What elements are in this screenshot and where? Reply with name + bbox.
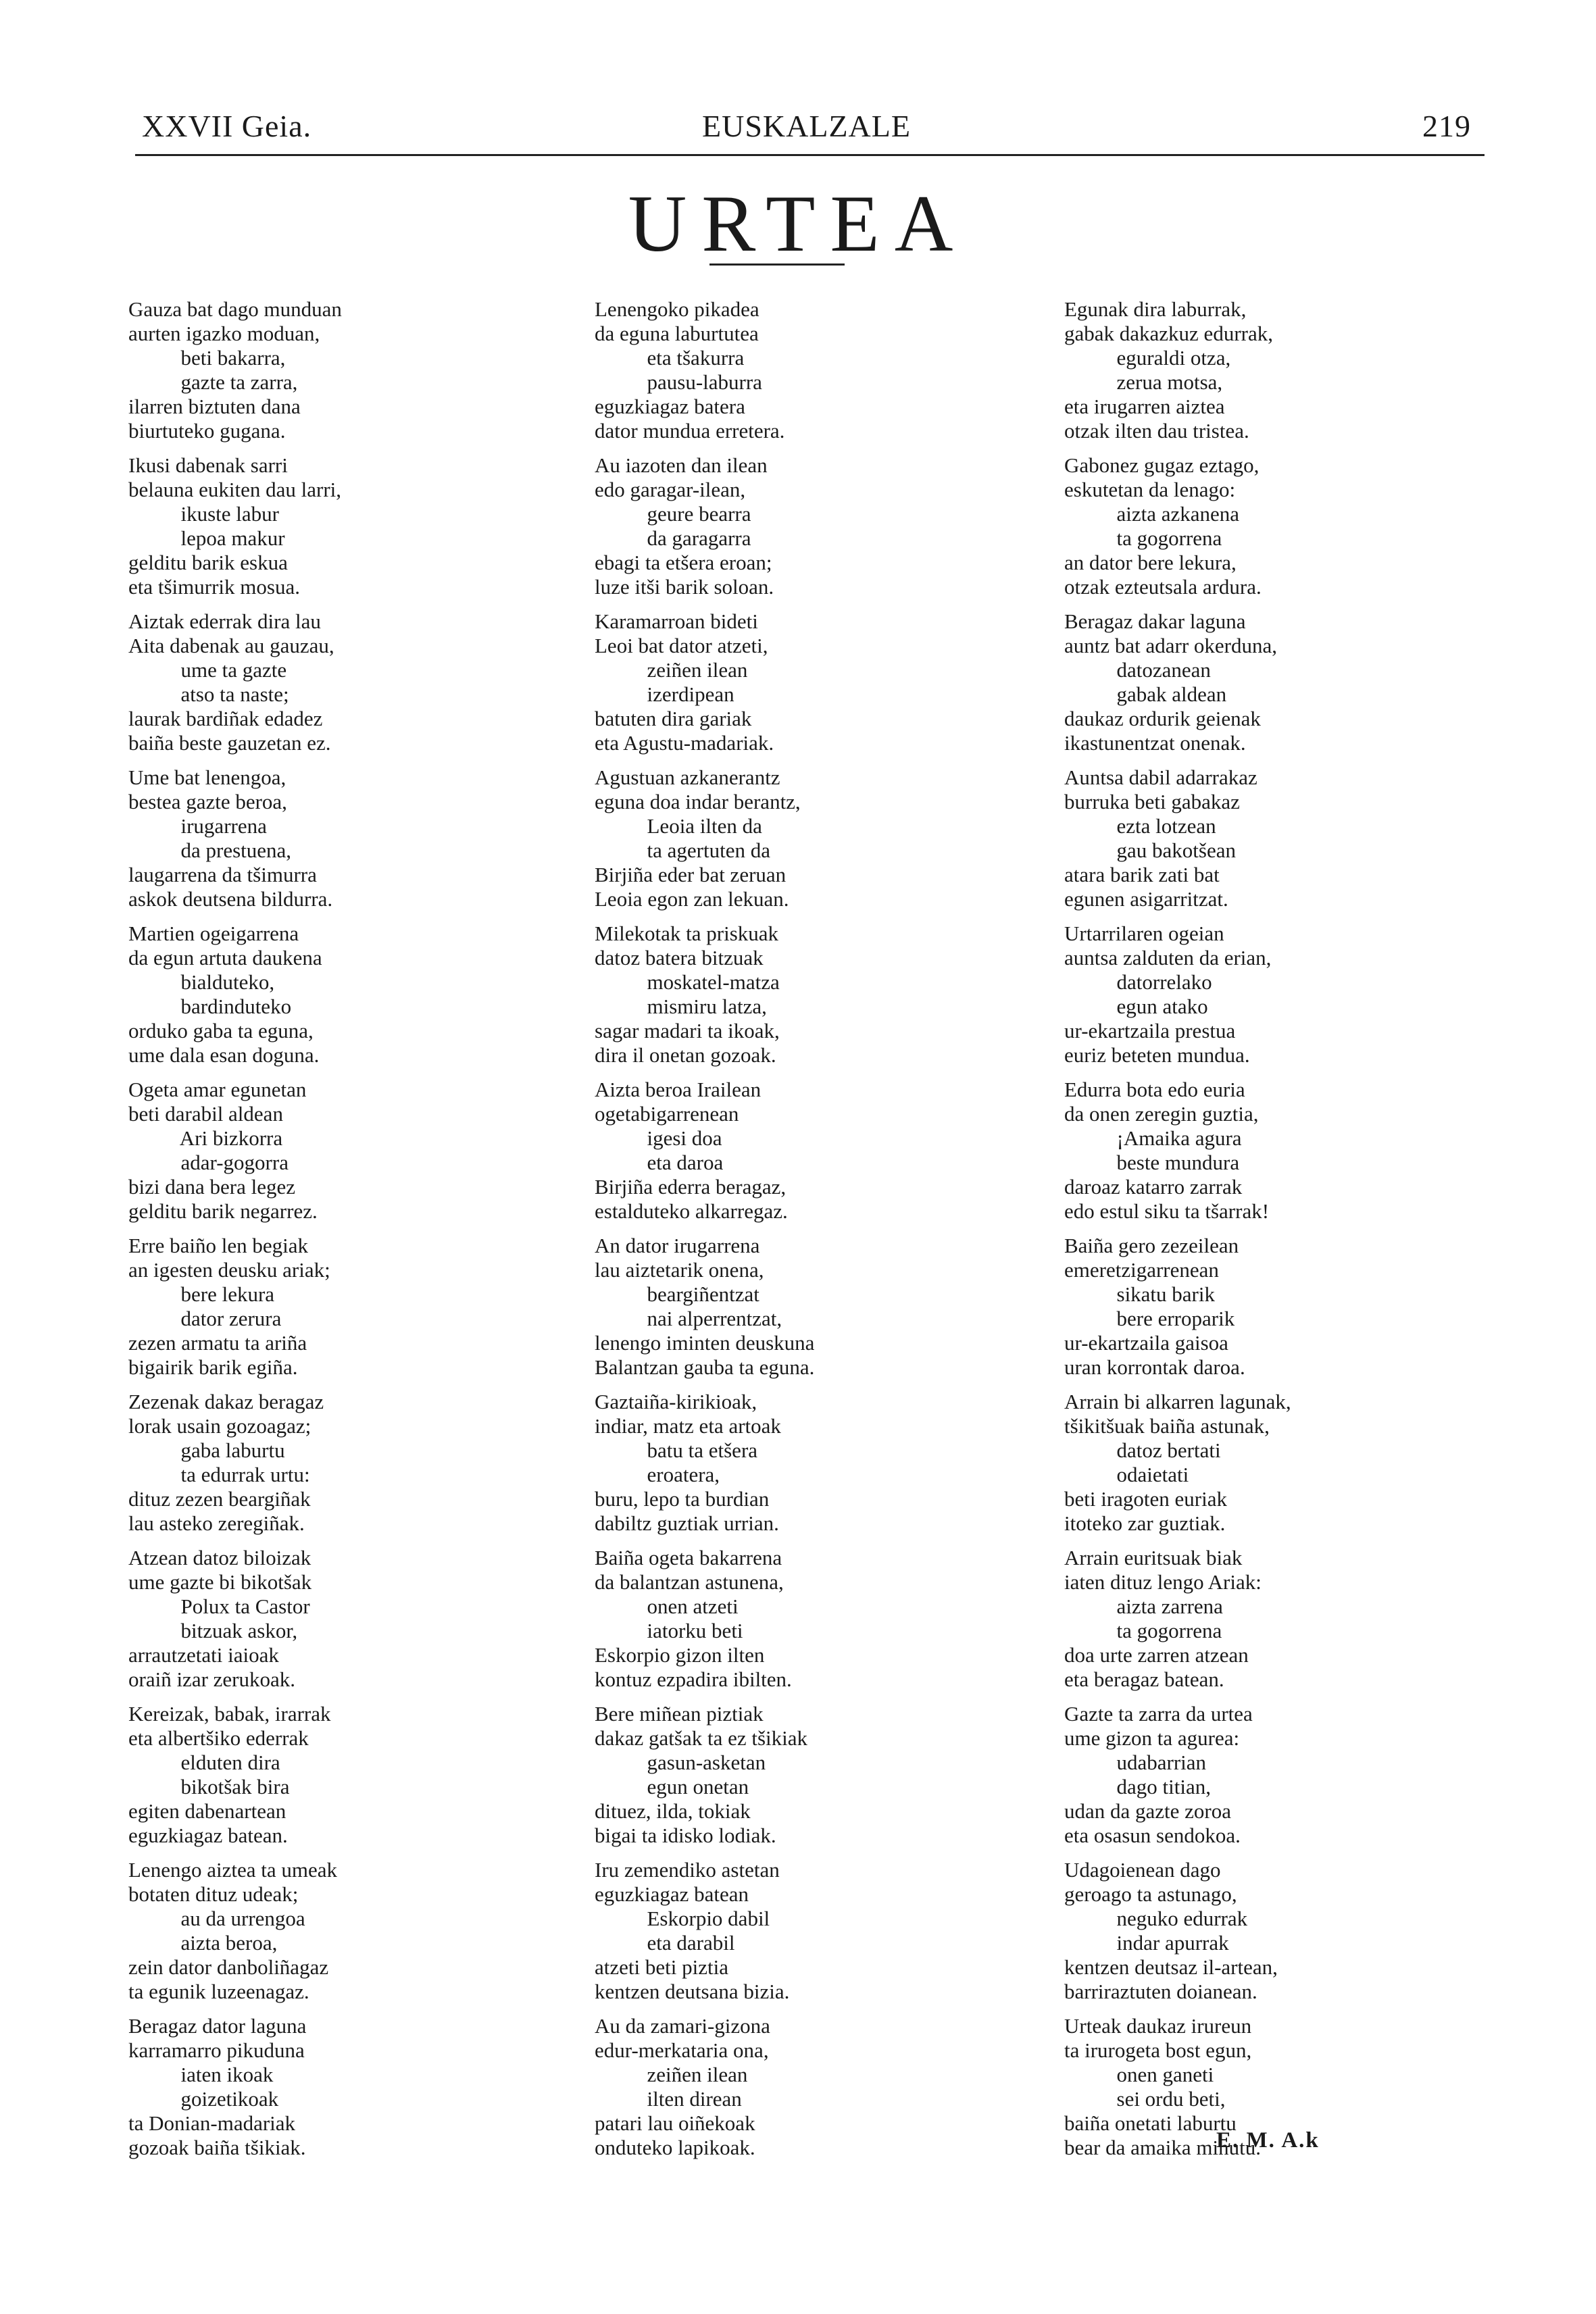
verse-line: ogetabigarrenean	[595, 1102, 739, 1126]
verse-line: ¡Amaika agura	[1064, 1126, 1242, 1150]
verse-line: ur-ekartzaila prestua	[1064, 1019, 1236, 1042]
verse-line: edur-merkataria ona,	[595, 2038, 769, 2062]
verse-line: bialduteko,	[128, 970, 275, 994]
verse-line: eta beragaz batean.	[1064, 1667, 1224, 1691]
verse-line: uran korrontak daroa.	[1064, 1355, 1245, 1379]
verse-line: ilarren biztuten dana	[128, 395, 301, 418]
verse-line: lau aiztetarik onena,	[595, 1258, 764, 1282]
stanza	[595, 297, 1000, 443]
verse-line: beste mundura	[1064, 1151, 1240, 1174]
verse-line: lorak usain gozoagaz;	[128, 1414, 311, 1438]
verse-line: onen atzeti	[595, 1594, 739, 1618]
verse-line: aizta azkanena	[1064, 502, 1240, 526]
verse-line: aizta zarrena	[1064, 1594, 1223, 1618]
verse-line: da prestuena,	[128, 838, 292, 862]
verse-line: iaten dituz lengo Ariak:	[1064, 1570, 1262, 1594]
verse-line: askok deutsena bildurra.	[128, 887, 333, 911]
stanza	[1064, 1390, 1470, 1536]
verse-line: Ogeta amar egunetan	[128, 1078, 307, 1101]
verse-line: ta irurogeta bost egun,	[1064, 2038, 1252, 2062]
verse-line: an igesten deusku ariak;	[128, 1258, 330, 1282]
verse-line: gabak dakazkuz edurrak,	[1064, 322, 1273, 345]
verse-line: gozoak baiña tšikiak.	[128, 2136, 306, 2159]
stanza	[595, 453, 1000, 599]
poem-column-3	[1064, 297, 1470, 2170]
verse-line: An dator irugarrena	[595, 1234, 760, 1257]
verse-line: beti bakarra,	[128, 346, 286, 370]
stanza	[595, 1546, 1000, 1692]
poem-title: URTEA	[628, 178, 968, 268]
verse-line: Karamarroan bideti	[595, 609, 758, 633]
verse-line: gau bakotšean	[1064, 838, 1236, 862]
verse-line: ta edurrak urtu:	[128, 1463, 310, 1486]
stanza	[1064, 1234, 1470, 1380]
verse-line: Leoia ilten da	[595, 814, 762, 838]
verse-line: bardinduteko	[128, 995, 292, 1018]
verse-line: Ume bat lenengoa,	[128, 765, 286, 789]
verse-line: tšikitšuak baiña astunak,	[1064, 1414, 1270, 1438]
verse-line: eguzkiagaz batean.	[128, 1823, 288, 1847]
stanza	[1064, 453, 1470, 599]
verse-line: barriraztuten doianean.	[1064, 1980, 1257, 2003]
journal-name: EUSKALZALE	[702, 109, 911, 143]
verse-line: batuten dira gariak	[595, 707, 752, 730]
verse-line: eskutetan da lenago:	[1064, 478, 1236, 501]
verse-line: neguko edurrak	[1064, 1907, 1248, 1930]
verse-line: Eskorpio gizon ilten	[595, 1643, 765, 1667]
verse-line: da egun artuta daukena	[128, 946, 322, 970]
verse-line: ta agertuten da	[595, 838, 770, 862]
verse-line: sagar madari ta ikoak,	[595, 1019, 780, 1042]
verse-line: Gazte ta zarra da urtea	[1064, 1702, 1253, 1726]
verse-line: eta irugarren aiztea	[1064, 395, 1225, 418]
verse-line: kentzen deutsana bizia.	[595, 1980, 790, 2003]
verse-line: ume gizon ta agurea:	[1064, 1726, 1240, 1750]
stanza	[128, 1390, 534, 1536]
verse-line: Eskorpio dabil	[595, 1907, 770, 1930]
verse-line: sei ordu beti,	[1064, 2087, 1226, 2111]
verse-line: dator mundua erretera.	[595, 419, 785, 443]
stanza	[595, 1078, 1000, 1224]
verse-line: ume dala esan doguna.	[128, 1043, 320, 1067]
verse-line: orduko gaba ta eguna,	[128, 1019, 314, 1042]
verse-line: Birjiña ederra beragaz,	[595, 1175, 787, 1199]
stanza	[595, 1390, 1000, 1536]
verse-line: sikatu barik	[1064, 1282, 1215, 1306]
verse-line: izerdipean	[595, 682, 734, 706]
verse-line: egiten dabenartean	[128, 1799, 286, 1823]
verse-line: elduten dira	[128, 1751, 280, 1774]
stanza	[128, 609, 534, 755]
verse-line: Martien ogeigarrena	[128, 922, 299, 945]
verse-line: gazte ta zarra,	[128, 370, 298, 394]
verse-line: Aizta beroa Irailean	[595, 1078, 762, 1101]
verse-line: Aiztak ederrak dira lau	[128, 609, 321, 633]
verse-line: Ari bizkorra	[128, 1126, 283, 1150]
verse-line: zezen armatu ta ariña	[128, 1331, 307, 1355]
verse-line: itoteko zar guztiak.	[1064, 1511, 1226, 1535]
verse-line: igesi doa	[595, 1126, 722, 1150]
verse-line: Ikusi dabenak sarri	[128, 453, 288, 477]
verse-line: eta albertšiko ederrak	[128, 1726, 309, 1750]
verse-line: Arrain euritsuak biak	[1064, 1546, 1243, 1569]
verse-line: Beragaz dakar laguna	[1064, 609, 1246, 633]
verse-line: pausu-laburra	[595, 370, 762, 394]
verse-line: zeiñen ilean	[595, 2063, 748, 2086]
verse-line: buru, lepo ta burdian	[595, 1487, 770, 1511]
verse-line: Egunak dira laburrak,	[1064, 297, 1247, 321]
verse-line: eguraldi otza,	[1064, 346, 1231, 370]
verse-line: daroaz katarro zarrak	[1064, 1175, 1243, 1199]
verse-line: dabiltz guztiak urrian.	[595, 1511, 779, 1535]
verse-line: lau asteko zeregiñak.	[128, 1511, 305, 1535]
verse-line: edo estul siku ta tšarrak!	[1064, 1199, 1270, 1223]
verse-line: auntsa zalduten da erian,	[1064, 946, 1272, 970]
verse-line: Kereizak, babak, irarrak	[128, 1702, 331, 1726]
stanza	[128, 765, 534, 911]
verse-line: ikuste labur	[128, 502, 279, 526]
stanza	[1064, 609, 1470, 755]
verse-line: bizi dana bera legez	[128, 1175, 295, 1199]
verse-line: zerua motsa,	[1064, 370, 1223, 394]
verse-line: atzeti beti piztia	[595, 1955, 728, 1979]
poem-column-1	[128, 297, 534, 2170]
verse-line: kontuz ezpadira ibilten.	[595, 1667, 792, 1691]
verse-line: beti iragoten euriak	[1064, 1487, 1228, 1511]
verse-line: eta Agustu-madariak.	[595, 731, 774, 755]
verse-line: baiña beste gauzetan ez.	[128, 731, 331, 755]
verse-line: ta Donian-madariak	[128, 2111, 296, 2135]
verse-line: laurak bardiñak edadez	[128, 707, 323, 730]
verse-line: Auntsa dabil adarrakaz	[1064, 765, 1257, 789]
stanza	[1064, 1702, 1470, 1848]
verse-line: dakaz gatšak ta ez tšikiak	[595, 1726, 808, 1750]
verse-line: da balantzan astunena,	[595, 1570, 784, 1594]
verse-line: eta osasun sendokoa.	[1064, 1823, 1241, 1847]
verse-line: aurten igazko moduan,	[128, 322, 320, 345]
stanza	[128, 1546, 534, 1692]
verse-line: bigai ta idisko lodiak.	[595, 1823, 776, 1847]
verse-line: Au iazoten dan ilean	[595, 453, 768, 477]
verse-line: burruka beti gabakaz	[1064, 790, 1240, 813]
stanza	[128, 1234, 534, 1380]
verse-line: atara barik zati bat	[1064, 863, 1220, 886]
verse-line: baiña onetati laburtu	[1064, 2111, 1237, 2135]
verse-line: Agustuan azkanerantz	[595, 765, 780, 789]
verse-line: bear da amaika minutu.	[1064, 2136, 1261, 2159]
verse-line: eta tšimurrik mosua.	[128, 575, 300, 599]
verse-line: Leoi bat dator atzeti,	[595, 634, 768, 657]
stanza	[595, 765, 1000, 911]
page-number: 219	[1422, 109, 1471, 143]
verse-line: bitzuak askor,	[128, 1619, 298, 1642]
stanza	[595, 1702, 1000, 1848]
verse-line: bere erroparik	[1064, 1307, 1235, 1330]
verse-line: Au da zamari-gizona	[595, 2014, 770, 2038]
verse-line: Bere miñean piztiak	[595, 1702, 764, 1726]
verse-line: nai alperrentzat,	[595, 1307, 782, 1330]
verse-line: belauna eukiten dau larri,	[128, 478, 342, 501]
verse-line: da garagarra	[595, 526, 751, 550]
verse-line: patari lau oiñekoak	[595, 2111, 755, 2135]
verse-line: datozanean	[1064, 658, 1211, 682]
verse-line: kentzen deutsaz il-artean,	[1064, 1955, 1278, 1979]
verse-line: geure bearra	[595, 502, 751, 526]
verse-line: Aita dabenak au gauzau,	[128, 634, 334, 657]
stanza	[595, 1234, 1000, 1380]
verse-line: eguna doa indar berantz,	[595, 790, 801, 813]
verse-line: Atzean datoz biloizak	[128, 1546, 311, 1569]
verse-line: egunen asigarritzat.	[1064, 887, 1228, 911]
verse-line: karramarro pikuduna	[128, 2038, 305, 2062]
verse-line: botaten dituz udeak;	[128, 1882, 299, 1906]
verse-line: ta egunik luzeenagaz.	[128, 1980, 309, 2003]
stanza	[595, 922, 1000, 1067]
verse-line: da onen zeregin guztia,	[1064, 1102, 1259, 1126]
stanza	[1064, 765, 1470, 911]
issue-number: XXVII Geia.	[142, 109, 312, 143]
verse-line: gaba laburtu	[128, 1438, 285, 1462]
verse-line: eta daroa	[595, 1151, 724, 1174]
verse-line: odaietati	[1064, 1463, 1189, 1486]
verse-line: beti darabil aldean	[128, 1102, 283, 1126]
verse-line: luze itši barik soloan.	[595, 575, 774, 599]
verse-line: Udagoienean dago	[1064, 1858, 1221, 1882]
verse-line: Beragaz dator laguna	[128, 2014, 307, 2038]
verse-line: Gaztaiña-kirikioak,	[595, 1390, 757, 1413]
title-rule	[709, 263, 845, 266]
verse-line: eguzkiagaz batean	[595, 1882, 749, 1906]
verse-line: oraiñ izar zerukoak.	[128, 1667, 296, 1691]
verse-line: moskatel-matza	[595, 970, 780, 994]
verse-line: egun atako	[1064, 995, 1208, 1018]
verse-line: Birjiña eder bat zeruan	[595, 863, 787, 886]
verse-line: au da urrengoa	[128, 1907, 305, 1930]
verse-line: lenengo iminten deuskuna	[595, 1331, 815, 1355]
verse-line: Lenengo aiztea ta umeak	[128, 1858, 337, 1882]
verse-line: datorrelako	[1064, 970, 1212, 994]
verse-line: Balantzan gauba ta eguna.	[595, 1355, 815, 1379]
stanza	[1064, 297, 1470, 443]
stanza	[1064, 1078, 1470, 1224]
verse-line: an dator bere lekura,	[1064, 551, 1237, 574]
verse-line: mismiru latza,	[595, 995, 767, 1018]
verse-line: batu ta etšera	[595, 1438, 758, 1462]
verse-line: ume ta gazte	[128, 658, 287, 682]
verse-line: ta gogorrena	[1064, 526, 1222, 550]
verse-line: estalduteko alkarregaz.	[595, 1199, 788, 1223]
verse-line: ume gazte bi bikotšak	[128, 1570, 312, 1594]
stanza	[128, 2014, 534, 2160]
stanza	[128, 1858, 534, 2004]
verse-line: eta tšakurra	[595, 346, 745, 370]
verse-line: Erre baiño len begiak	[128, 1234, 308, 1257]
verse-line: edo garagar-ilean,	[595, 478, 746, 501]
verse-line: gelditu barik negarrez.	[128, 1199, 318, 1223]
verse-line: euriz beteten mundua.	[1064, 1043, 1250, 1067]
stanza	[1064, 922, 1470, 1067]
stanza	[128, 453, 534, 599]
verse-line: gelditu barik eskua	[128, 551, 288, 574]
stanza	[1064, 1858, 1470, 2004]
verse-line: irugarrena	[128, 814, 267, 838]
verse-line: otzak ilten dau tristea.	[1064, 419, 1249, 443]
verse-line: Gauza bat dago munduan	[128, 297, 342, 321]
verse-line: geroago ta astunago,	[1064, 1882, 1237, 1906]
verse-line: udabarrian	[1064, 1751, 1207, 1774]
verse-line: dituz zezen beargiñak	[128, 1487, 311, 1511]
verse-line: bere lekura	[128, 1282, 275, 1306]
verse-line: ikastunentzat onenak.	[1064, 731, 1246, 755]
verse-line: da eguna laburtutea	[595, 322, 759, 345]
verse-line: iatorku beti	[595, 1619, 743, 1642]
verse-line: egun onetan	[595, 1775, 749, 1799]
verse-line: Baiña ogeta bakarrena	[595, 1546, 782, 1569]
verse-line: udan da gazte zoroa	[1064, 1799, 1232, 1823]
verse-line: datoz batera bitzuak	[595, 946, 764, 970]
verse-line: Milekotak ta priskuak	[595, 922, 779, 945]
verse-line: otzak ezteutsala ardura.	[1064, 575, 1262, 599]
verse-line: dator zerura	[128, 1307, 282, 1330]
header-rule	[135, 154, 1485, 156]
verse-line: onduteko lapikoak.	[595, 2136, 755, 2159]
verse-line: aizta beroa,	[128, 1931, 278, 1955]
verse-line: Lenengoko pikadea	[595, 297, 759, 321]
stanza	[128, 1078, 534, 1224]
verse-line: zeiñen ilean	[595, 658, 748, 682]
verse-line: eta darabil	[595, 1931, 735, 1955]
verse-line: goizetikoak	[128, 2087, 279, 2111]
stanza	[595, 609, 1000, 755]
verse-line: Polux ta Castor	[128, 1594, 310, 1618]
verse-line: Iru zemendiko astetan	[595, 1858, 780, 1882]
verse-line: arrautzetati iaioak	[128, 1643, 279, 1667]
verse-line: eguzkiagaz batera	[595, 395, 745, 418]
verse-line: eroatera,	[595, 1463, 720, 1486]
verse-line: bestea gazte beroa,	[128, 790, 287, 813]
verse-line: laugarrena da tšimurra	[128, 863, 317, 886]
verse-line: Baiña gero zezeilean	[1064, 1234, 1239, 1257]
verse-line: Urtarrilaren ogeian	[1064, 922, 1224, 945]
verse-line: ur-ekartzaila gaisoa	[1064, 1331, 1228, 1355]
verse-line: bikotšak bira	[128, 1775, 290, 1799]
stanza	[128, 297, 534, 443]
verse-line: dira il onetan gozoak.	[595, 1043, 776, 1067]
stanza	[595, 2014, 1000, 2160]
verse-line: Leoia egon zan lekuan.	[595, 887, 789, 911]
verse-line: indar apurrak	[1064, 1931, 1229, 1955]
verse-line: Gabonez gugaz eztago,	[1064, 453, 1260, 477]
verse-line: dituez, ilda, tokiak	[595, 1799, 751, 1823]
verse-line: Edurra bota edo euria	[1064, 1078, 1245, 1101]
stanza	[595, 1858, 1000, 2004]
verse-line: beargiñentzat	[595, 1282, 759, 1306]
verse-line: Urteak daukaz irureun	[1064, 2014, 1252, 2038]
verse-line: ilten direan	[595, 2087, 742, 2111]
verse-line: ebagi ta etšera eroan;	[595, 551, 772, 574]
verse-line: zein dator danboliñagaz	[128, 1955, 329, 1979]
verse-line: gabak aldean	[1064, 682, 1227, 706]
verse-line: biurtuteko gugana.	[128, 419, 286, 443]
verse-line: ezta lotzean	[1064, 814, 1216, 838]
verse-line: doa urte zarren atzean	[1064, 1643, 1249, 1667]
verse-line: bigairik barik egiña.	[128, 1355, 298, 1379]
verse-line: dago titian,	[1064, 1775, 1211, 1799]
verse-line: atso ta naste;	[128, 682, 289, 706]
page-header	[142, 108, 1471, 149]
verse-line: lepoa makur	[128, 526, 285, 550]
verse-line: onen ganeti	[1064, 2063, 1214, 2086]
stanza	[128, 922, 534, 1067]
verse-line: daukaz ordurik geienak	[1064, 707, 1261, 730]
verse-line: adar-gogorra	[128, 1151, 289, 1174]
verse-line: datoz bertati	[1064, 1438, 1221, 1462]
verse-line: ta gogorrena	[1064, 1619, 1222, 1642]
author-signature: E. M. A.k	[1216, 2128, 1320, 2153]
stanza	[128, 1702, 534, 1848]
verse-line: Zezenak dakaz beragaz	[128, 1390, 324, 1413]
stanza	[1064, 1546, 1470, 1692]
poem-column-2	[595, 297, 1000, 2170]
verse-line: indiar, matz eta artoak	[595, 1414, 781, 1438]
verse-line: auntz bat adarr okerduna,	[1064, 634, 1278, 657]
verse-line: emeretzigarrenean	[1064, 1258, 1219, 1282]
verse-line: Arrain bi alkarren lagunak,	[1064, 1390, 1291, 1413]
verse-line: gasun-asketan	[595, 1751, 766, 1774]
verse-line: iaten ikoak	[128, 2063, 274, 2086]
